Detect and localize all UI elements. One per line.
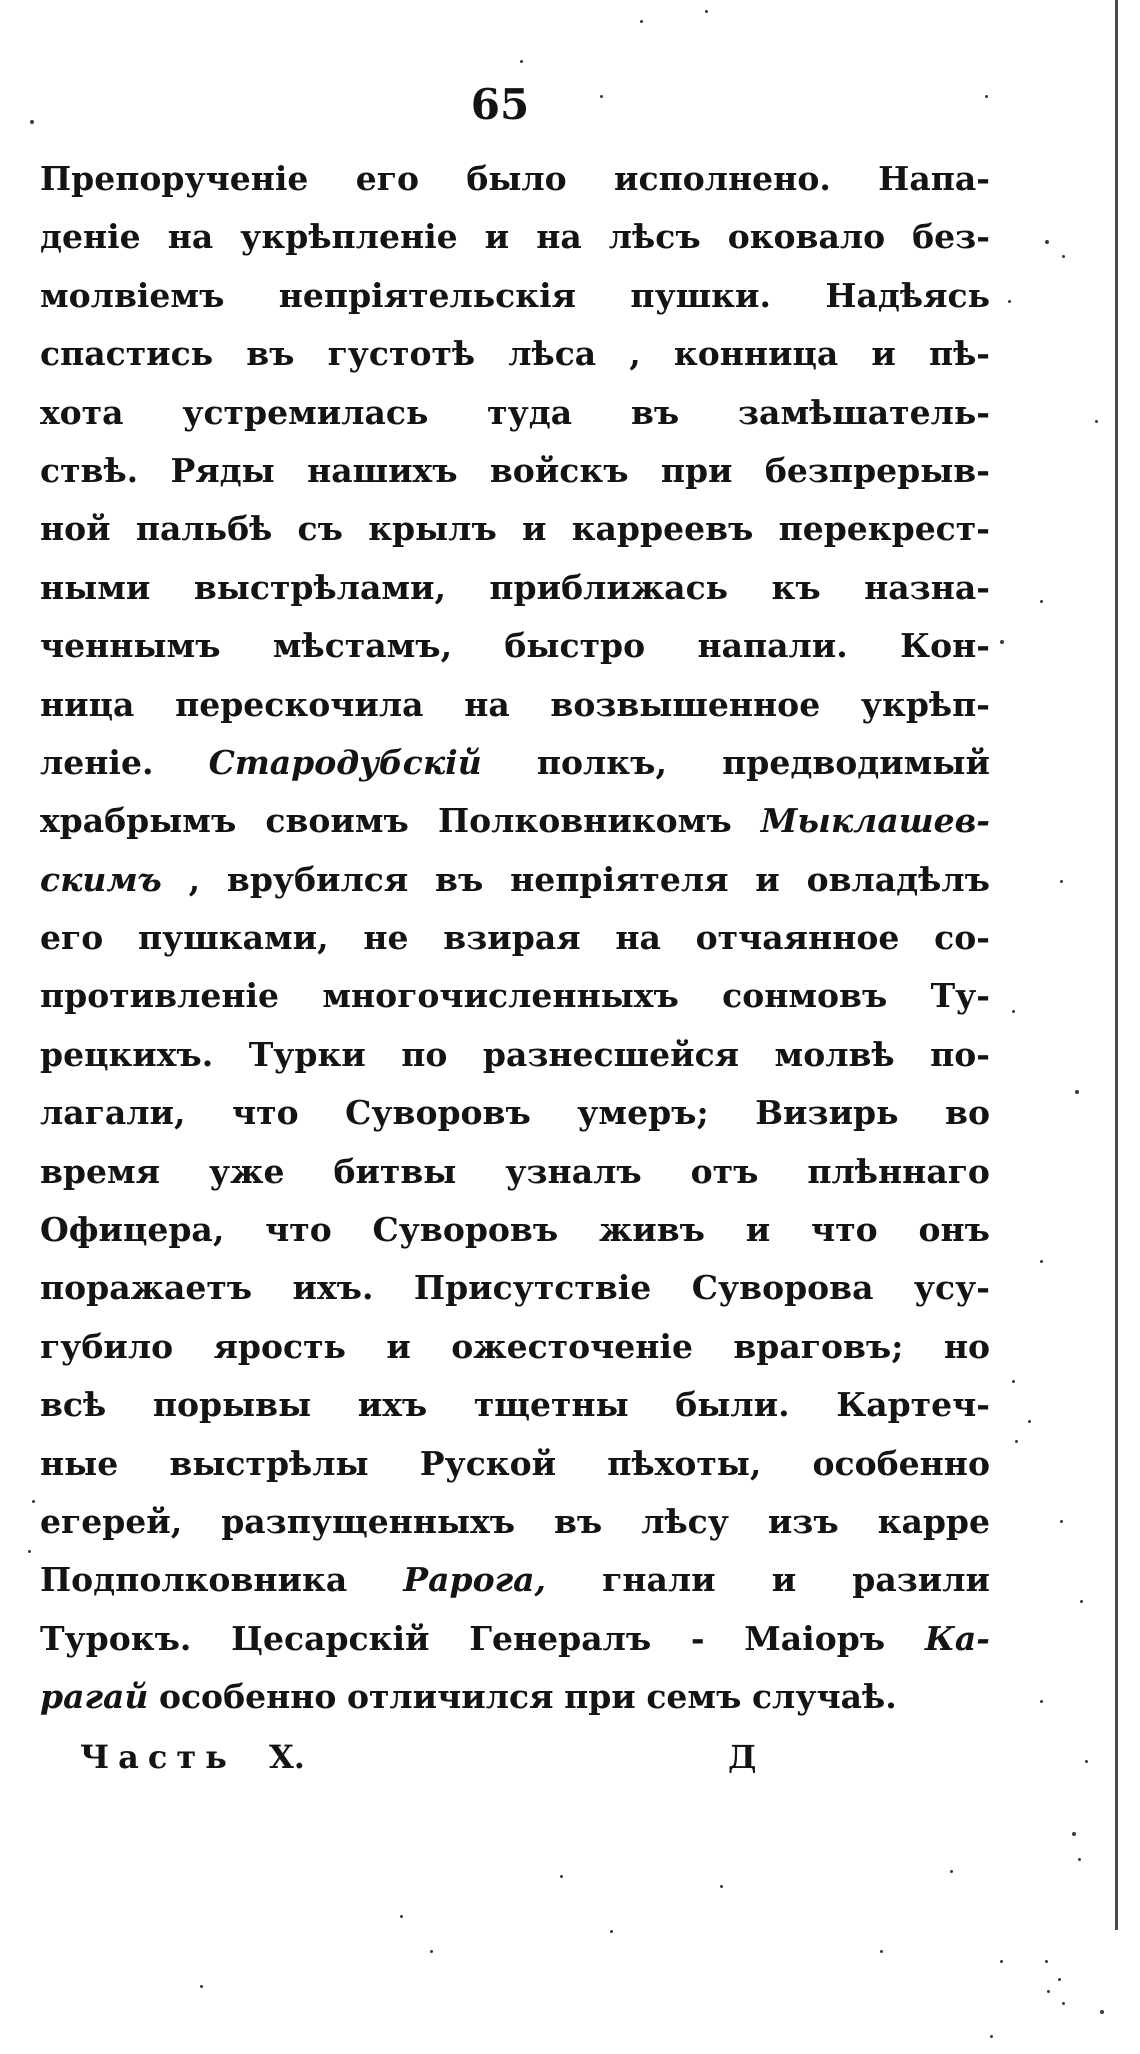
text-line xyxy=(40,676,990,734)
text-word: съ xyxy=(297,509,343,549)
text-word: отличился xyxy=(346,1677,554,1717)
text-word: молвіемъ xyxy=(40,275,225,315)
print-speck xyxy=(1078,1858,1081,1861)
text-word: , xyxy=(629,334,641,374)
print-speck xyxy=(400,1915,403,1918)
print-speck xyxy=(880,1950,883,1953)
text-word: замѣшатель- xyxy=(738,392,990,432)
text-word: особенно xyxy=(158,1677,337,1717)
text-word: напали. xyxy=(697,626,848,666)
text-line xyxy=(40,500,990,558)
print-speck xyxy=(1015,1440,1018,1443)
text-word: Визирь xyxy=(755,1093,899,1133)
text-word: Ту- xyxy=(930,976,990,1016)
text-line xyxy=(40,1084,990,1142)
text-word: Картеч- xyxy=(836,1385,990,1425)
text-word: во xyxy=(945,1093,990,1133)
text-word: губило xyxy=(40,1326,174,1366)
text-word: отъ xyxy=(690,1151,759,1191)
text-line xyxy=(40,1435,990,1493)
print-speck xyxy=(1075,1090,1079,1094)
text-word: Суворовъ xyxy=(345,1093,531,1133)
text-word: Ка- xyxy=(924,1618,990,1658)
text-word: Присутствіе xyxy=(413,1268,652,1308)
text-word: время xyxy=(40,1151,161,1191)
text-word: крылъ xyxy=(368,509,497,549)
text-word: рецкихъ. xyxy=(40,1034,214,1074)
text-word: пѣ- xyxy=(928,334,990,374)
text-word: разнесшейся xyxy=(482,1034,740,1074)
text-line xyxy=(40,1026,990,1084)
text-word: Ряды xyxy=(170,450,275,490)
text-line xyxy=(40,1201,990,1259)
text-word: враговъ; xyxy=(733,1326,904,1366)
text-word: на xyxy=(536,217,582,257)
print-speck xyxy=(1028,1420,1031,1423)
text-word: его xyxy=(355,159,419,198)
text-word: и xyxy=(484,217,510,257)
text-word: и xyxy=(386,1326,411,1366)
print-speck xyxy=(430,1950,433,1953)
text-word: Турокъ. xyxy=(40,1618,192,1658)
text-word: пушки. xyxy=(630,275,771,315)
text-word: на xyxy=(615,918,661,958)
text-word: пальбѣ xyxy=(135,509,273,549)
text-word: Подполковника xyxy=(40,1560,348,1600)
text-word: тщетны xyxy=(473,1385,629,1425)
text-word: перескочила xyxy=(175,684,424,724)
text-word: укрѣп- xyxy=(860,684,990,724)
text-word: узналъ xyxy=(505,1151,642,1191)
print-speck xyxy=(1095,420,1098,423)
text-word: устремилась xyxy=(182,392,429,432)
text-word: карре xyxy=(877,1501,990,1541)
text-line xyxy=(40,267,990,325)
text-line xyxy=(40,1493,990,1551)
text-word: ница xyxy=(40,684,135,724)
text-word: перекрест- xyxy=(778,509,990,549)
print-speck xyxy=(610,1930,613,1933)
text-line xyxy=(40,1668,990,1726)
text-word: без- xyxy=(912,217,990,257)
text-word: битвы xyxy=(333,1151,457,1191)
text-word: егерей, xyxy=(40,1501,183,1541)
text-word: укрѣпленіе xyxy=(240,217,458,257)
text-word: полкъ, xyxy=(536,742,667,782)
text-line xyxy=(40,1259,990,1317)
text-word: и xyxy=(771,1560,797,1600)
print-speck xyxy=(1045,240,1049,244)
print-speck xyxy=(1040,1700,1043,1703)
text-word: порывы xyxy=(152,1385,312,1425)
text-word: плѣннаго xyxy=(807,1151,990,1191)
text-line xyxy=(40,559,990,617)
print-speck xyxy=(28,1550,31,1553)
text-line xyxy=(40,150,990,208)
part-number: X. xyxy=(268,1738,305,1776)
text-line xyxy=(40,1610,990,1668)
text-word: при xyxy=(564,1677,636,1717)
text-word: рагай xyxy=(40,1677,149,1717)
text-word: Рарога, xyxy=(403,1560,547,1600)
print-speck xyxy=(200,1985,203,1988)
text-word: поражаетъ xyxy=(40,1268,253,1308)
print-speck xyxy=(1100,2010,1104,2014)
text-word: овладѣлъ xyxy=(806,859,990,899)
text-word: и xyxy=(522,509,547,549)
print-speck xyxy=(1060,1520,1063,1523)
text-word: Стародубскій xyxy=(208,742,482,782)
text-line xyxy=(40,617,990,675)
print-speck xyxy=(950,1870,953,1873)
text-word: его xyxy=(40,918,104,958)
print-speck xyxy=(520,60,523,63)
text-word: молвѣ xyxy=(774,1034,895,1074)
text-word: Генералъ xyxy=(469,1618,652,1658)
text-word: ихъ xyxy=(357,1385,428,1425)
text-word: къ xyxy=(771,567,821,607)
text-word: Турки xyxy=(248,1034,366,1074)
print-speck xyxy=(1060,880,1063,883)
text-line xyxy=(40,1376,990,1434)
text-word: не xyxy=(363,918,409,958)
text-line xyxy=(40,1551,990,1609)
text-word: Надѣясь xyxy=(825,275,990,315)
text-word: и xyxy=(755,859,780,899)
text-word: выстрѣлами, xyxy=(193,567,446,607)
print-speck xyxy=(1062,255,1065,258)
text-word: врубился xyxy=(226,859,409,899)
text-word: непріятельскія xyxy=(278,275,577,315)
text-word: Суворова xyxy=(691,1268,874,1308)
text-word: лѣсу xyxy=(641,1501,729,1541)
text-word: Цесарскій xyxy=(231,1618,430,1658)
text-word: въ xyxy=(246,334,295,374)
text-word: по xyxy=(401,1034,448,1074)
text-word: на xyxy=(464,684,510,724)
text-word: безпрерыв- xyxy=(764,450,990,490)
text-line xyxy=(40,442,990,500)
text-word: хота xyxy=(40,392,124,432)
text-line xyxy=(40,208,990,266)
text-word: гнали xyxy=(602,1560,716,1600)
text-word: лѣсъ xyxy=(608,217,701,257)
text-word: Маіоръ xyxy=(744,1618,886,1658)
text-word: войскъ xyxy=(489,450,629,490)
text-word: нашихъ xyxy=(307,450,458,490)
print-speck xyxy=(1062,2002,1065,2005)
text-word: уже xyxy=(209,1151,285,1191)
text-word: пушками, xyxy=(138,918,329,958)
text-word: густотѣ xyxy=(327,334,476,374)
text-line xyxy=(40,734,990,792)
text-line xyxy=(40,792,990,850)
print-speck xyxy=(720,1885,723,1888)
text-word: скимъ xyxy=(40,859,162,899)
text-word: онъ xyxy=(918,1210,990,1250)
page-number: 65 xyxy=(470,80,530,129)
text-word: спастись xyxy=(40,334,214,374)
text-word: возвышенное xyxy=(550,684,821,724)
text-word: ихъ. xyxy=(292,1268,374,1308)
text-word: исполнено. xyxy=(614,159,831,198)
text-word: леніе. xyxy=(40,742,154,782)
print-speck xyxy=(1040,1260,1043,1263)
text-word: Препорученіе xyxy=(40,159,309,198)
text-word: пѣхоты, xyxy=(607,1443,762,1483)
text-word: деніе xyxy=(40,217,141,257)
text-word: предводимый xyxy=(722,742,990,782)
text-line xyxy=(40,1143,990,1201)
text-word: назна- xyxy=(864,567,990,607)
print-speck xyxy=(1000,640,1004,644)
text-word: мѣстамъ, xyxy=(272,626,453,666)
page-footer xyxy=(80,1738,780,1776)
text-word: Мыклашев- xyxy=(760,801,990,841)
print-speck xyxy=(1000,1960,1003,1963)
text-word: со- xyxy=(934,918,990,958)
text-word: - xyxy=(690,1618,705,1658)
text-word: многочисленныхъ xyxy=(322,976,679,1016)
text-word: быстро xyxy=(504,626,646,666)
text-word: умеръ; xyxy=(577,1093,709,1133)
text-word: ченнымъ xyxy=(40,626,221,666)
text-word: ной xyxy=(40,509,111,549)
text-word: но xyxy=(943,1326,990,1366)
text-word: непріятеля xyxy=(510,859,729,899)
print-speck xyxy=(1085,1760,1088,1763)
text-word: и xyxy=(871,334,896,374)
text-line xyxy=(40,325,990,383)
text-word: разпущенныхъ xyxy=(221,1501,516,1541)
text-word: выстрѣлы xyxy=(169,1443,369,1483)
print-speck xyxy=(1047,1990,1050,1993)
print-speck xyxy=(600,95,603,98)
print-speck xyxy=(640,20,643,23)
text-word: оковало xyxy=(727,217,886,257)
text-word: лагали, xyxy=(40,1093,186,1133)
page-edge-line xyxy=(1115,0,1118,1930)
print-speck xyxy=(1045,1960,1048,1963)
text-line xyxy=(40,909,990,967)
print-speck xyxy=(1058,1978,1061,1981)
text-word: живъ xyxy=(598,1210,705,1250)
print-speck xyxy=(560,1875,563,1878)
text-word: храбрымъ xyxy=(40,801,237,841)
text-word: лѣса xyxy=(508,334,597,374)
print-speck xyxy=(1080,1600,1083,1603)
text-line xyxy=(40,851,990,909)
text-word: на xyxy=(167,217,214,257)
signature-mark: Д xyxy=(728,1738,757,1776)
text-word: были. xyxy=(675,1385,790,1425)
text-word: карреевъ xyxy=(571,509,754,549)
text-word: приближась xyxy=(489,567,729,607)
text-line xyxy=(40,1318,990,1376)
text-word: случаѣ. xyxy=(751,1677,897,1717)
body-text xyxy=(40,150,990,1727)
text-word: было xyxy=(466,159,567,198)
text-word: туда xyxy=(487,392,573,432)
text-word: въ xyxy=(554,1501,603,1541)
text-word: Полковникомъ xyxy=(437,801,732,841)
text-word: взирая xyxy=(443,918,581,958)
text-word: въ xyxy=(630,392,680,432)
text-word: Руской xyxy=(419,1443,557,1483)
print-speck xyxy=(30,120,34,124)
print-speck xyxy=(705,10,708,13)
text-word: ожесточеніе xyxy=(451,1326,693,1366)
text-word: при xyxy=(660,450,733,490)
print-speck xyxy=(1012,1010,1015,1013)
text-word: разили xyxy=(852,1560,990,1600)
text-word: ными xyxy=(40,567,151,607)
print-speck xyxy=(1040,600,1043,603)
text-word: противленіе xyxy=(40,976,280,1016)
text-word: въ xyxy=(435,859,484,899)
print-speck xyxy=(1072,1832,1076,1836)
print-speck xyxy=(990,2035,993,2038)
text-word: Суворовъ xyxy=(372,1210,559,1250)
print-speck xyxy=(1008,300,1011,303)
text-line xyxy=(40,967,990,1025)
text-word: Напа- xyxy=(878,159,990,198)
text-line xyxy=(40,384,990,442)
print-speck xyxy=(985,95,988,98)
text-word: ные xyxy=(40,1443,119,1483)
print-speck xyxy=(1012,1380,1015,1383)
text-word: изъ xyxy=(767,1501,839,1541)
text-word: семъ xyxy=(646,1677,742,1717)
text-word: по- xyxy=(930,1034,990,1074)
text-word: Кон- xyxy=(900,626,990,666)
text-word: ярость xyxy=(213,1326,346,1366)
signature-label: Часть xyxy=(80,1738,236,1776)
text-word: что xyxy=(811,1210,878,1250)
text-word: усу- xyxy=(913,1268,990,1308)
print-speck xyxy=(32,1500,35,1503)
text-word: отчаянное xyxy=(695,918,900,958)
text-word: Офицера, xyxy=(40,1210,225,1250)
text-word: всѣ xyxy=(40,1385,107,1425)
text-word: сонмовъ xyxy=(722,976,888,1016)
text-word: что xyxy=(265,1210,332,1250)
text-word: особенно xyxy=(812,1443,990,1483)
text-word: , xyxy=(188,859,201,899)
text-word: ствѣ. xyxy=(40,450,139,490)
text-word: и xyxy=(745,1210,771,1250)
text-word: своимъ xyxy=(265,801,409,841)
text-word: конница xyxy=(673,334,839,374)
text-word: что xyxy=(232,1093,299,1133)
